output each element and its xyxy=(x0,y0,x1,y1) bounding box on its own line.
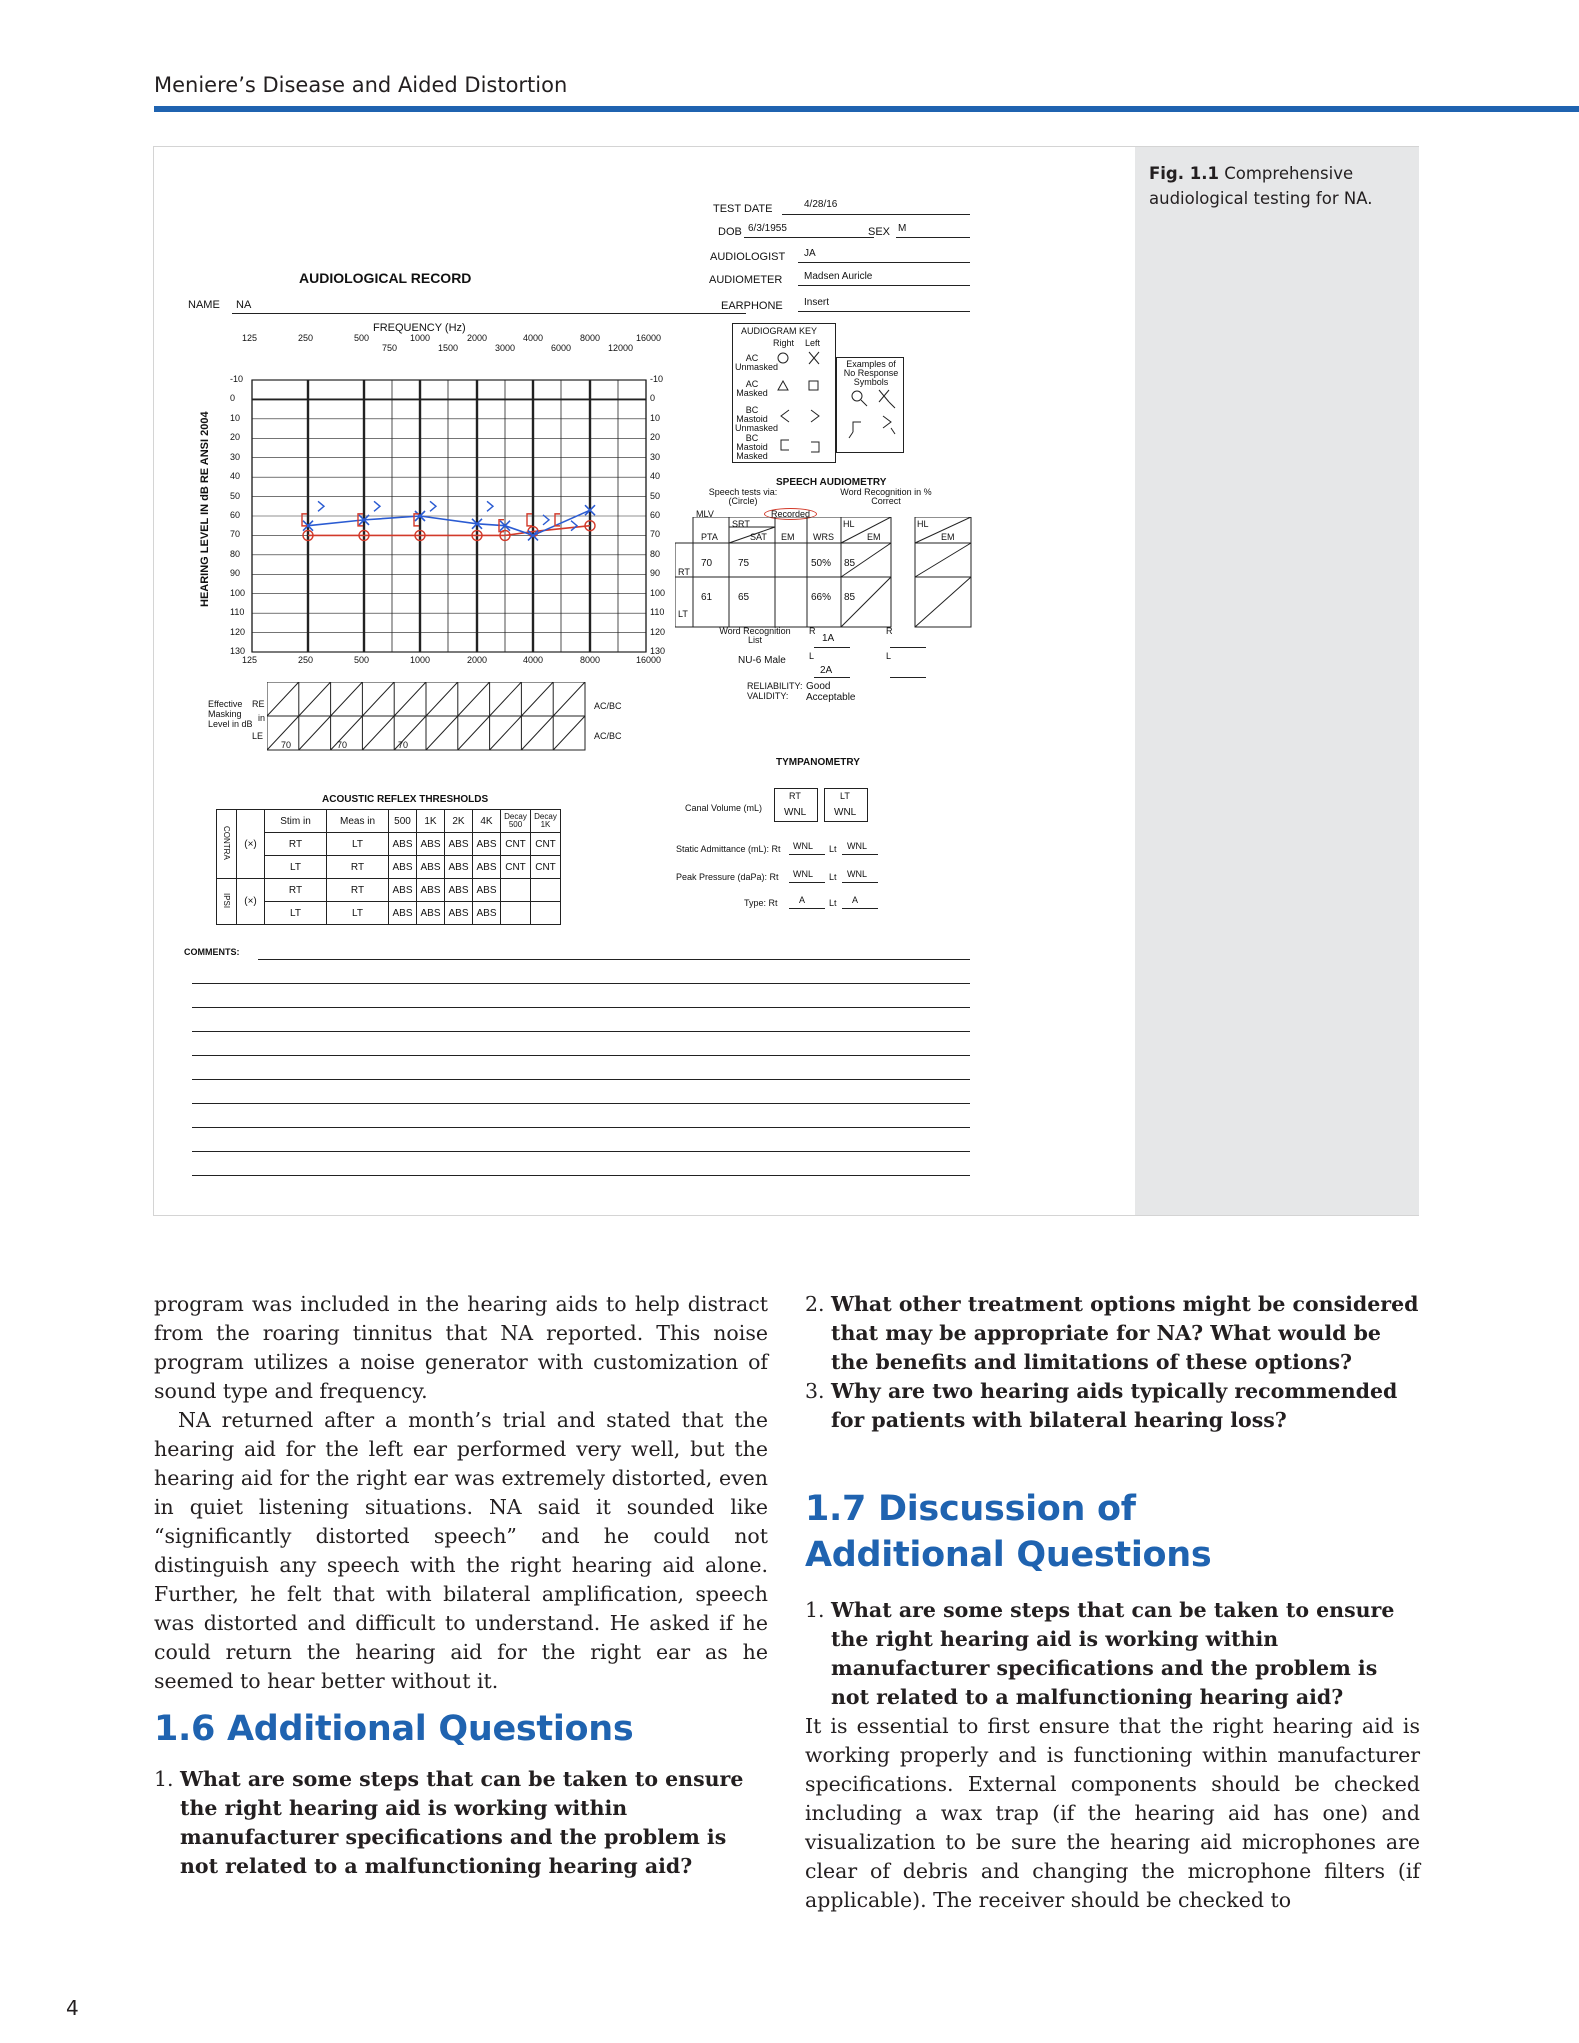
comment-line xyxy=(192,983,970,984)
reflex-header-row xyxy=(217,810,561,833)
audiological-record-form xyxy=(154,147,1135,1215)
key-row-bc-masked: BC Mastoid Masked xyxy=(736,433,768,461)
speech-lt-wrs: 66% xyxy=(811,592,832,603)
masking-slash xyxy=(267,682,299,716)
comment-line xyxy=(192,1007,970,1008)
key-row-ac-unmasked: AC Unmasked xyxy=(735,353,779,372)
earphone-label: EARPHONE xyxy=(721,300,783,312)
reflex-ipsi-cell xyxy=(217,879,237,925)
speech-col-pta: PTA xyxy=(701,532,718,542)
speech-col-em-left: EM xyxy=(941,532,955,542)
speech-col-wrs: WRS xyxy=(813,532,834,542)
freq-top-label: 1000 xyxy=(410,333,431,343)
freq-top-label: 16000 xyxy=(636,333,662,343)
word-list-r-underline xyxy=(814,647,850,648)
speech-lt-pta: 61 xyxy=(701,592,713,603)
reflex-cell: ABS xyxy=(473,833,501,856)
reflex-cell: ABS xyxy=(445,879,473,902)
reflex-cell: CNT xyxy=(501,833,531,856)
word-list-r2-underline xyxy=(890,647,926,648)
db-left-label: 100 xyxy=(230,587,246,598)
speech-col-srt: SRT xyxy=(732,519,750,529)
question-3 xyxy=(805,1377,1420,1435)
db-left-label: 70 xyxy=(230,529,241,540)
reflex-header-stim: Stim in xyxy=(265,810,327,833)
word-list-l2-label: L xyxy=(886,651,892,661)
word-list-l-label: L xyxy=(809,651,815,661)
masking-slash xyxy=(426,682,458,716)
masking-slash xyxy=(490,716,522,750)
db-right-label: 60 xyxy=(650,510,661,520)
freq-bottom-label: 500 xyxy=(354,655,370,665)
test-date-label: TEST DATE xyxy=(713,203,773,215)
masking-re-label: RE xyxy=(252,699,265,709)
reflex-cell: ABS xyxy=(389,833,417,856)
sex-label: SEX xyxy=(868,226,891,238)
question-3-number: 3. xyxy=(805,1379,825,1403)
freq-bottom-label: 1000 xyxy=(410,655,431,665)
db-right-label: 30 xyxy=(650,451,661,462)
left-ear-ac-line xyxy=(308,510,590,535)
word-list-label: Word Recognition List xyxy=(719,626,791,645)
db-left-label: 50 xyxy=(230,490,241,501)
reflex-header-4k: 4K xyxy=(473,810,501,833)
reflex-cell: ABS xyxy=(417,902,445,925)
masking-slash xyxy=(362,716,394,750)
speech-col-hl-left: HL xyxy=(917,519,929,529)
masking-slash xyxy=(458,682,490,716)
figure-caption-panel xyxy=(1135,147,1419,1215)
comment-line xyxy=(192,1055,970,1056)
left-question-list xyxy=(154,1765,768,1881)
word-list-l-value: 2A xyxy=(820,665,833,676)
static-rt-value: WNL xyxy=(793,841,813,851)
question-1-number: 1. xyxy=(154,1767,174,1791)
db-right-label: 0 xyxy=(650,393,656,404)
test-date-value: 4/28/16 xyxy=(804,199,838,210)
header-rule xyxy=(154,106,1579,112)
freq-mid-label: 750 xyxy=(382,343,398,353)
speech-table xyxy=(675,517,1115,629)
freq-bottom-label: 8000 xyxy=(580,655,601,665)
key-right-label: Right xyxy=(773,338,795,348)
tymp-rt-box xyxy=(774,788,818,822)
db-right-label: 70 xyxy=(650,529,661,540)
reflex-ipsi-label: IPSI xyxy=(222,892,231,909)
reflex-cell: ABS xyxy=(473,879,501,902)
word-list-l2-underline xyxy=(890,677,926,678)
reflex-cell xyxy=(501,902,531,925)
discussion-question-1 xyxy=(805,1596,1420,1712)
peak-lt-underline xyxy=(842,882,878,883)
tymp-lt-value: WNL xyxy=(834,807,857,818)
static-lt-value: WNL xyxy=(847,841,867,851)
left-ear-bc-marker xyxy=(318,501,324,511)
static-lt-label: Lt xyxy=(829,844,837,854)
tymp-title: TYMPANOMETRY xyxy=(776,757,860,768)
word-list-r-value: 1A xyxy=(822,633,835,644)
freq-top-label: 4000 xyxy=(523,333,544,343)
masking-slash xyxy=(521,716,553,750)
comment-line xyxy=(192,1031,970,1032)
figure-caption-text: Comprehensive audiological testing for NA. xyxy=(1149,164,1373,208)
reflex-cell: LT xyxy=(265,856,327,879)
speech-rt-hl: 85 xyxy=(844,558,856,569)
speech-row-lt: LT xyxy=(678,609,688,619)
db-right-label: 10 xyxy=(650,412,661,423)
reflex-cell: CNT xyxy=(531,833,561,856)
masking-slash xyxy=(553,716,585,750)
freq-mid-label: 12000 xyxy=(608,343,634,353)
masking-slash xyxy=(394,682,426,716)
tymp-rt-label: RT xyxy=(789,791,801,801)
reflex-cell: LT xyxy=(265,902,327,925)
db-left-label: 130 xyxy=(230,646,246,656)
left-ear-bc-marker xyxy=(374,501,380,511)
static-lt-underline xyxy=(842,854,878,855)
reflex-cell: ABS xyxy=(445,902,473,925)
reflex-title: ACOUSTIC REFLEX THRESHOLDS xyxy=(322,794,489,805)
masking-grid xyxy=(267,682,587,752)
word-recognition-header: Word Recognition in % Correct xyxy=(840,487,932,506)
masking-slash xyxy=(299,682,331,716)
db-right-label: 80 xyxy=(650,548,661,559)
freq-mid-label: 1500 xyxy=(438,343,459,353)
acbc-label-le: AC/BC xyxy=(594,731,622,741)
key-row-ac-masked: AC Masked xyxy=(736,379,768,398)
reflex-contra-label: CONTRA xyxy=(222,826,231,860)
masking-label: Effective Masking Level in dB xyxy=(208,699,253,729)
type-rt-value: A xyxy=(799,895,806,905)
db-right-label: 40 xyxy=(650,471,661,482)
freq-bottom-label: 16000 xyxy=(636,655,662,665)
reflex-cell xyxy=(501,879,531,902)
peak-rt-underline xyxy=(789,882,825,883)
hearing-level-axis-label: HEARING LEVEL IN dB RE ANSI 2004 xyxy=(199,411,211,607)
db-right-label: 130 xyxy=(650,646,666,656)
reflex-cell: ABS xyxy=(389,902,417,925)
reflex-header-500: 500 xyxy=(389,810,417,833)
reflex-row xyxy=(217,879,561,902)
freq-top-label: 500 xyxy=(354,333,370,343)
speech-rt-pta: 70 xyxy=(701,558,713,569)
speech-lt-srt: 65 xyxy=(738,592,750,603)
static-label: Static Admittance (mL): Rt xyxy=(676,844,781,854)
speech-rt-srt: 75 xyxy=(738,558,750,569)
name-value: NA xyxy=(236,299,252,311)
section-heading-1-7: 1.7 Discussion of Additional Questions xyxy=(805,1489,1212,1575)
freq-top-label: 2000 xyxy=(467,333,488,343)
left-ear-bc-marker xyxy=(487,501,493,511)
type-label: Type: Rt xyxy=(744,898,778,908)
reflex-row xyxy=(217,833,561,856)
word-list-r2-label: R xyxy=(886,626,893,636)
freq-top-label: 8000 xyxy=(580,333,601,343)
canal-volume-label: Canal Volume (mL) xyxy=(685,803,763,813)
audiologist-value: JA xyxy=(804,248,816,259)
tymp-lt-label: LT xyxy=(840,791,850,801)
db-right-label: 20 xyxy=(650,432,661,443)
reflex-header-meas: Meas in xyxy=(327,810,389,833)
question-2-text: What other treatment options might be considered that may be appropriate for NA? What would be the benefits and limitations of these options? xyxy=(831,1292,1419,1374)
sex-value: M xyxy=(898,223,907,234)
right-discussion xyxy=(805,1596,1420,1915)
type-lt-underline xyxy=(842,908,878,909)
reflex-cell: RT xyxy=(327,879,389,902)
masking-value-500: 70 xyxy=(337,740,348,750)
reliability-value: Good xyxy=(806,681,831,692)
masking-le-label: LE xyxy=(252,731,264,741)
db-right-label: 100 xyxy=(650,587,666,598)
type-lt-value: A xyxy=(852,895,859,905)
freq-top-label: 250 xyxy=(298,333,314,343)
masking-slash xyxy=(553,682,585,716)
db-right-label: 110 xyxy=(650,607,665,618)
reflex-cell: RT xyxy=(265,879,327,902)
db-right-label: 90 xyxy=(650,568,661,579)
question-3-text: Why are two hearing aids typically recommended for patients with bilateral hearing loss? xyxy=(831,1379,1398,1432)
tymp-lt-box xyxy=(824,788,868,822)
comments-label: COMMENTS: xyxy=(184,947,240,957)
reflex-cell: ABS xyxy=(473,856,501,879)
reflex-cell xyxy=(531,879,561,902)
question-1-text: What are some steps that can be taken to ensure the right hearing aid is working within manufacturer specifications and the problem is not related to a malfunctioning hearing aid? xyxy=(180,1767,744,1878)
figure-caption xyxy=(1149,161,1411,211)
freq-top-label: 125 xyxy=(242,333,258,343)
audiogram-key-box xyxy=(732,323,836,463)
name-label: NAME xyxy=(188,299,220,311)
left-ear-bc-marker xyxy=(430,501,436,511)
question-1 xyxy=(154,1765,768,1881)
mlv-label: MLV xyxy=(696,509,714,519)
figure-caption-label: Fig. 1.1 xyxy=(1149,164,1219,183)
speech-title: SPEECH AUDIOMETRY xyxy=(776,477,887,488)
peak-lt-value: WNL xyxy=(847,869,867,879)
speech-row-rt: RT xyxy=(678,567,690,577)
masking-slash xyxy=(426,716,458,750)
freq-mid-label: 3000 xyxy=(495,343,516,353)
db-left-label: 90 xyxy=(230,568,241,579)
reflex-cell: RT xyxy=(327,856,389,879)
left-column-text xyxy=(154,1290,768,1696)
freq-bottom-label: 125 xyxy=(242,655,258,665)
answer-paragraph: It is essential to first ensure that the right hearing aid is working properly and is functioning within manufacturer specifications. External components should be checked including a wax trap (if the hearing aid has one) and visualization to be sure the hearing aid microphones are clear of debris and changing the microphone filters (if applicable). The receiver should be checked to xyxy=(805,1714,1420,1912)
running-title: Meniere’s Disease and Aided Distortion xyxy=(154,73,568,97)
reflex-cell: ABS xyxy=(417,856,445,879)
audiogram-key-title: AUDIOGRAM KEY xyxy=(741,326,818,336)
paragraph-2: NA returned after a month’s trial and stated that the hearing aid for the left ear performed very well, but the hearing aid for the right ear was extremely distorted, even in quiet listening situations. NA said it sounded like “significantly distorted speech” and he could not distinguish any speech with the right hearing aid alone. Further, he felt that with bilateral amplification, speech was distorted and difficult to understand. He asked if he could return the hearing aid for the right ear as he seemed to hear better without it. xyxy=(154,1408,768,1693)
nu6-label: NU-6 Male xyxy=(738,655,786,666)
reflex-cell: ABS xyxy=(473,902,501,925)
db-left-label: 10 xyxy=(230,412,241,423)
reliability-label: RELIABILITY: xyxy=(747,681,803,691)
masking-slash xyxy=(299,716,331,750)
word-list-l-underline xyxy=(814,677,850,678)
question-2-number: 2. xyxy=(805,1292,825,1316)
acbc-label-re: AC/BC xyxy=(594,701,622,711)
reflex-cell: RT xyxy=(265,833,327,856)
form-title: AUDIOLOGICAL RECORD xyxy=(299,270,472,286)
page-number: 4 xyxy=(66,1996,79,2020)
word-list-r-label: R xyxy=(809,626,816,636)
comment-line xyxy=(192,1175,970,1176)
speech-col-em: EM xyxy=(781,532,795,542)
figure-1-1 xyxy=(153,146,1419,1216)
recorded-label: Recorded xyxy=(764,508,817,520)
reflex-ipsi-symbol: (×) xyxy=(237,879,265,925)
speech-col-em2: EM xyxy=(867,532,881,542)
db-left-label: -10 xyxy=(230,374,244,384)
masking-slash xyxy=(362,682,394,716)
db-left-label: 0 xyxy=(230,393,236,404)
validity-value: Acceptable xyxy=(806,692,856,703)
speech-rt-wrs: 50% xyxy=(811,558,832,569)
db-right-label: 50 xyxy=(650,490,661,501)
masking-value-1000: 70 xyxy=(398,740,409,750)
comment-line xyxy=(192,1151,970,1152)
discussion-question-1-text: What are some steps that can be taken to ensure the right hearing aid is working within manufacturer specifications and the problem is not related to a malfunctioning hearing aid? xyxy=(831,1598,1395,1709)
speech-lt-hl: 85 xyxy=(844,592,856,603)
db-left-label: 60 xyxy=(230,510,241,520)
reflex-cell: LT xyxy=(327,902,389,925)
reflex-header-1k: 1K xyxy=(417,810,445,833)
speech-tests-via: Speech tests via: (Circle) xyxy=(708,487,778,506)
masking-slash xyxy=(490,682,522,716)
right-question-list xyxy=(805,1290,1420,1435)
question-2 xyxy=(805,1290,1420,1377)
reflex-row xyxy=(217,856,561,879)
key-symbols xyxy=(769,348,835,460)
masking-slash xyxy=(521,682,553,716)
reflex-cell: ABS xyxy=(389,856,417,879)
left-ear-bc-marker xyxy=(543,515,549,525)
section-heading-1-6: 1.6 Additional Questions xyxy=(154,1709,634,1749)
no-response-symbols xyxy=(837,386,905,452)
reflex-header-decay500: Decay 500 xyxy=(501,810,531,833)
comment-line xyxy=(258,959,970,960)
db-right-label: -10 xyxy=(650,374,664,384)
reflex-cell xyxy=(531,902,561,925)
speech-col-hl: HL xyxy=(843,519,855,529)
freq-mid-label: 6000 xyxy=(551,343,572,353)
reflex-contra-symbol: (×) xyxy=(237,810,265,879)
type-lt-label: Lt xyxy=(829,898,837,908)
masking-in-label: in xyxy=(258,713,266,723)
comment-line xyxy=(192,1103,970,1104)
right-ear-bc-marker xyxy=(527,514,532,526)
reflex-cell: ABS xyxy=(445,833,473,856)
db-left-label: 30 xyxy=(230,451,241,462)
reflex-cell: LT xyxy=(327,833,389,856)
dob-label: DOB xyxy=(718,226,742,238)
earphone-value: Insert xyxy=(804,297,830,308)
audiometer-label: AUDIOMETER xyxy=(709,274,783,286)
db-left-label: 120 xyxy=(230,626,246,637)
tymp-rt-value: WNL xyxy=(784,807,807,818)
frequency-axis-label: FREQUENCY (Hz) xyxy=(373,322,466,334)
reflex-header-decay1k: Decay 1K xyxy=(531,810,561,833)
key-left-label: Left xyxy=(805,338,821,348)
reflex-cell: CNT xyxy=(501,856,531,879)
db-left-label: 110 xyxy=(230,607,245,618)
freq-bottom-label: 250 xyxy=(298,655,314,665)
masking-slash xyxy=(331,682,363,716)
freq-bottom-label: 4000 xyxy=(523,655,544,665)
reflex-cell: CNT xyxy=(531,856,561,879)
db-left-label: 20 xyxy=(230,432,241,443)
masking-slash xyxy=(458,716,490,750)
dob-value: 6/3/1955 xyxy=(748,223,787,234)
comment-line xyxy=(192,1079,970,1080)
validity-label: VALIDITY: xyxy=(747,691,789,701)
freq-bottom-label: 2000 xyxy=(467,655,488,665)
no-response-label: Examples of No Response Symbols xyxy=(843,359,899,387)
key-row-bc-unmasked: BC Mastoid Unmasked xyxy=(735,405,779,433)
no-response-box xyxy=(836,357,904,453)
reflex-table xyxy=(216,809,561,925)
right-ear-ac-line xyxy=(308,526,590,536)
reflex-contra-cell xyxy=(217,810,237,879)
reflex-cell: ABS xyxy=(389,879,417,902)
reflex-cell: ABS xyxy=(417,879,445,902)
reflex-cell: ABS xyxy=(417,833,445,856)
left-ear-bc-marker xyxy=(571,521,577,531)
peak-label: Peak Pressure (daPa): Rt xyxy=(676,872,779,882)
reflex-cell: ABS xyxy=(445,856,473,879)
db-left-label: 80 xyxy=(230,548,241,559)
paragraph-1: program was included in the hearing aids to help distract from the roaring tinnitus that NA reported. This noise program utilizes a noise generator with customization of sound type and frequency. xyxy=(154,1292,768,1403)
type-rt-underline xyxy=(789,908,825,909)
comment-line xyxy=(192,1127,970,1128)
reflex-header-2k: 2K xyxy=(445,810,473,833)
db-right-label: 120 xyxy=(650,626,666,637)
audiologist-label: AUDIOLOGIST xyxy=(710,251,786,263)
discussion-question-1-number: 1. xyxy=(805,1598,825,1622)
static-rt-underline xyxy=(789,854,825,855)
masking-value-250: 70 xyxy=(281,740,292,750)
reflex-row xyxy=(217,902,561,925)
db-left-label: 40 xyxy=(230,471,241,482)
peak-rt-value: WNL xyxy=(793,869,813,879)
speech-col-sat: SAT xyxy=(750,532,767,542)
audiometer-value: Madsen Auricle xyxy=(804,271,873,282)
peak-lt-label: Lt xyxy=(829,872,837,882)
